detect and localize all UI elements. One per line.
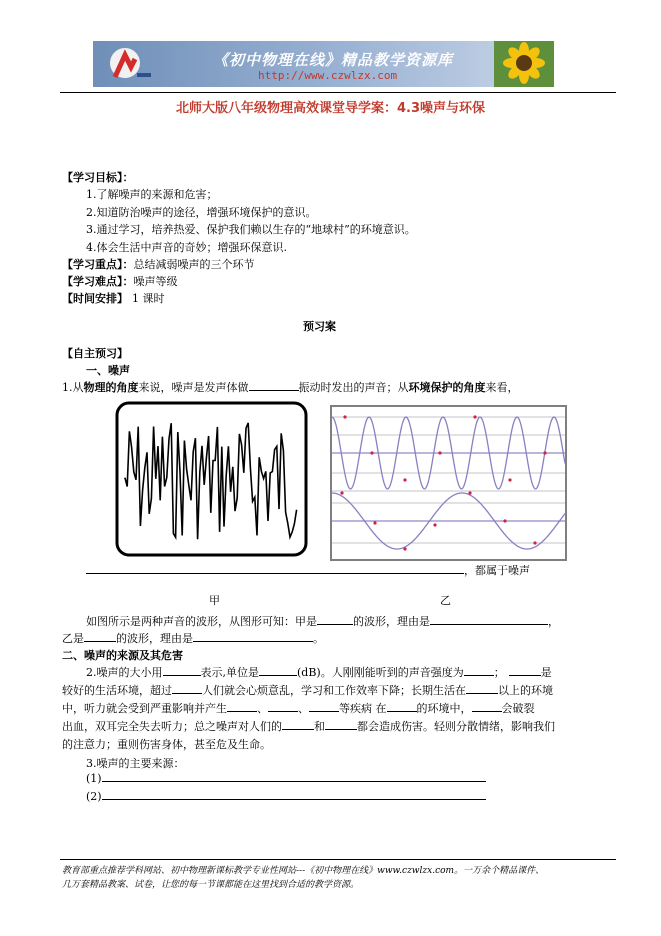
difficulty (62, 273, 178, 289)
question-3: 3.噪声的主要来源： (86, 757, 185, 770)
wave-marker-dot (343, 415, 346, 418)
q1-text: 振动时发出的声音；从 (298, 381, 409, 394)
section1-heading: 一、噪声 (86, 364, 130, 377)
para-text: 、 (257, 702, 268, 715)
answer-blank[interactable] (84, 632, 116, 642)
answer-blank[interactable] (86, 564, 464, 574)
answer-blank[interactable] (509, 666, 541, 676)
para-text: 的环境中， (416, 702, 472, 715)
wave-marker-dot (543, 451, 546, 454)
answer-blank[interactable] (193, 632, 313, 642)
site-logo (105, 45, 191, 83)
wave-marker-dot (508, 478, 511, 481)
objective-item: 1.了解噪声的来源和危害； (86, 188, 218, 201)
wave-marker-dot (373, 521, 376, 524)
time-label: 【时间安排】 (62, 292, 128, 305)
answer-blank[interactable] (464, 666, 494, 676)
answer-blank[interactable] (317, 615, 353, 625)
section2-para-line2 (62, 682, 553, 698)
key-point-label: 【学习重点】： (62, 258, 134, 271)
time-text: 1 课时 (132, 292, 165, 305)
answer-blank[interactable] (102, 790, 486, 800)
source-number: (2) (86, 790, 102, 803)
label-jia: 甲 (209, 594, 220, 607)
section2-heading: 二、噪声的来源及其危害 (62, 649, 183, 662)
answer-blank[interactable] (387, 702, 417, 712)
footer-rule (60, 859, 616, 860)
objective-item: 4.体会生活中声音的奇妙；增强环保意识. (86, 241, 287, 254)
key-point (62, 256, 255, 272)
answer-blank[interactable] (227, 702, 257, 712)
header-banner (93, 41, 554, 87)
banner-title: 《初中物理在线》精品教学资源库 (213, 51, 454, 69)
figure-question-line1: 如图所示是两种声音的波形，从图形可知：甲是 的波形，理由是 ， (86, 615, 559, 628)
para-text: 是 (540, 666, 552, 679)
answer-blank[interactable] (163, 666, 201, 676)
answer-blank[interactable] (259, 666, 297, 676)
q1-text: 1.从 (62, 381, 84, 394)
figure-question-line2 (62, 630, 324, 646)
difficulty-text: 噪声等级 (133, 275, 178, 288)
answer-blank[interactable] (268, 702, 298, 712)
header-rule (60, 92, 616, 93)
wave-marker-dot (370, 451, 373, 454)
objectives-heading: 【学习目标】： (62, 171, 134, 184)
q1-keyword-physics: 物理的角度 (83, 381, 139, 394)
question-1 (62, 379, 519, 395)
objective-item: 2.知道防治噪声的途径，增强环境保护的意识。 (86, 206, 317, 219)
para-text: 表示,单位是 (200, 666, 259, 679)
banner-url[interactable]: http://www.czwlzx.com (258, 69, 398, 82)
answer-blank[interactable] (309, 702, 339, 712)
document-title: 北师大版八年级物理高效课堂导学案：4.3噪声与环保 (175, 101, 486, 116)
para-text: (dB)。人刚刚能听到的声音强度为 (297, 666, 464, 679)
wave-marker-dot (340, 491, 343, 494)
answer-blank[interactable] (282, 720, 314, 730)
wave-marker-dot (473, 415, 476, 418)
section2-para-line5: 的注意力；重则伤害身体，甚至危及生命。 (62, 738, 271, 751)
noise-waveform-figure (115, 401, 308, 557)
wave-marker-dot (403, 547, 406, 550)
source-1 (86, 772, 486, 785)
noise-answer-line (86, 562, 530, 578)
para-text: 2.噪声的大小用 (86, 666, 163, 679)
time-arrangement (62, 290, 165, 306)
wave-marker-dot (433, 523, 436, 526)
para-text: 较好的生活环境，超过 (62, 684, 172, 697)
para-text: 以上的环境 (498, 684, 553, 697)
section2-para-line4 (62, 718, 555, 734)
answer-blank[interactable] (430, 615, 548, 625)
para-text: 和 (314, 720, 325, 733)
self-study-heading: 【自主预习】 (62, 347, 128, 360)
wave-marker-dot (438, 451, 441, 454)
para-text: 人们就会心烦意乱，学习和工作效率下降；长期生活在 (202, 684, 466, 697)
answer-blank[interactable] (172, 684, 202, 694)
wave-marker-dot (403, 478, 406, 481)
figure-question-text: 乙是 (62, 632, 84, 645)
wave-marker-dot (533, 541, 536, 544)
musical-waveform-figure (330, 405, 567, 561)
answer-blank[interactable] (325, 720, 357, 730)
q1-text: 来看， (485, 381, 519, 394)
source-2 (86, 790, 486, 803)
difficulty-label: 【学习难点】： (62, 275, 134, 288)
answer-blank[interactable] (466, 684, 498, 694)
answer-blank[interactable] (102, 772, 486, 782)
answer-blank[interactable] (472, 702, 502, 712)
figure-question-text: 如图所示是两种声音的波形，从图形可知：甲是 (86, 615, 317, 628)
figure-question-text: 。 (313, 632, 324, 645)
para-text: 中，听力就会受到严重影响并产生 (62, 702, 227, 715)
figure-question-text: 的波形，理由是 (353, 615, 430, 628)
q1-keyword-environment: 环境保护的角度 (408, 381, 486, 394)
q1-text: 来说，噪声是发声体做 (138, 381, 249, 394)
para-text: 都会造成伤害。轻则分散情绪，影响我们 (357, 720, 555, 733)
label-yi: 乙 (440, 594, 451, 607)
objective-item: 3.通过学习，培养热爱、保护我们赖以生存的“地球村”的环境意识。 (86, 223, 416, 236)
para-text: ； (493, 666, 505, 679)
q1-tail-text: ，都属于噪声 (464, 564, 530, 577)
source-number: (1) (86, 772, 102, 785)
wave-marker-dot (503, 519, 506, 522)
footer-line2: 几万套精品教案、试卷，让您的每一节课都能在这里找到合适的教学资源。 (62, 880, 360, 890)
para-text: 出血，双耳完全失去听力；总之噪声对人们的 (62, 720, 282, 733)
wave-marker-dot (468, 491, 471, 494)
para-text: 会破裂 (501, 702, 535, 715)
key-point-text: 总结减弱噪声的三个环节 (133, 258, 255, 271)
sunflower-image (494, 41, 554, 87)
footer-line1: 教育部重点推荐学科网站、初中物理新课标教学专业性网站---《初中物理在线》www.czwlzx.com。一万余个精品课件、 (62, 866, 545, 876)
section2-para-line1 (86, 664, 552, 680)
answer-blank[interactable] (249, 381, 299, 391)
section2-para-line3 (62, 700, 535, 716)
para-text: 等疾病 在 (339, 702, 387, 715)
para-text: 、 (298, 702, 309, 715)
figure-question-text: 的波形，理由是 (116, 632, 193, 645)
preview-title: 预习案 (303, 320, 336, 333)
